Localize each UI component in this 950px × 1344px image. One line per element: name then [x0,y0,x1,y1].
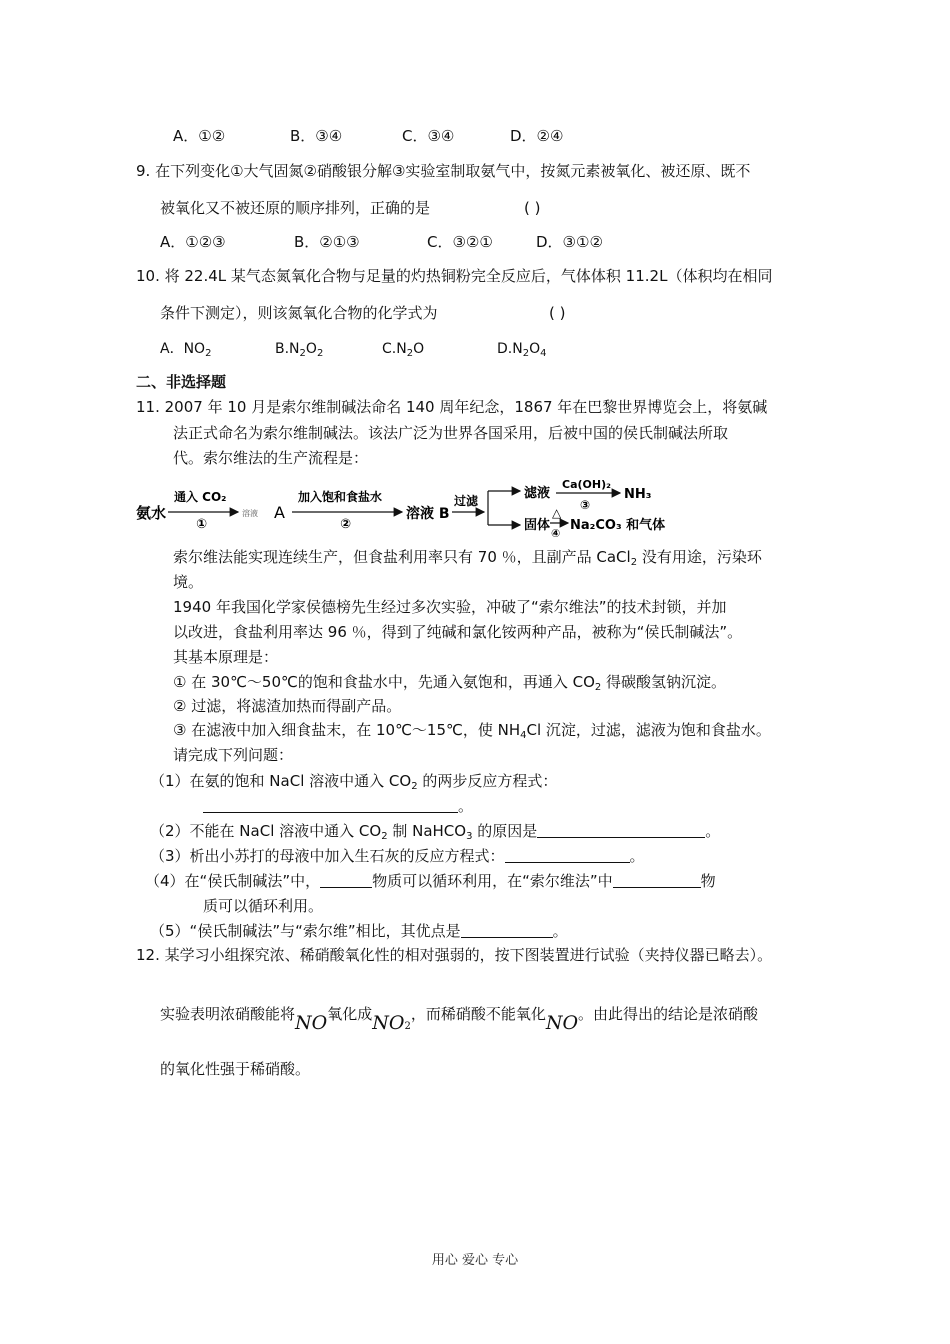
q11-sub1-answer[interactable]: 。 [203,796,473,816]
flow-node-filtrate: 滤液 [524,486,551,501]
flow-arrow1-step: ① [196,517,208,532]
answer-blank-1 [203,798,458,813]
q11-ask: 请完成下列问题： [173,746,294,764]
q9-line1: 9. 在下列变化①大气固氮②硝酸银分解③实验室制取氨气中，按氮元素被氧化、被还原、既不 [136,162,751,180]
q8-option-a: A．①② [173,127,226,145]
flow-node-solution-b: 溶液 B [406,506,450,522]
answer-blank-3[interactable] [505,848,630,863]
q12-paragraph: 实验表明浓硝酸能将NO氧化成NO2，而稀硝酸不能氧化NO。由此得出的结论是浓硝酸 [160,1005,759,1034]
flow-arrow4-label: △ [552,506,562,520]
q10-line1: 10. 将 22.4L 某气态氮氧化合物与足量的灼热铜粉完全反应后，气体体积 11.2L（体积均在相同 [136,267,773,285]
q9-line2: 被氧化又不被还原的顺序排列，正确的是 [160,199,431,217]
q11-intro-line1: 11. 2007 年 10 月是索尔维制碱法命名 140 周年纪念，1867 年在巴黎世界博览会上，将氨碱 [136,398,768,416]
q11-para2-line1: 1940 年我国化学家侯德榜先生经过多次实验，冲破了“索尔维法”的技术封锁，并加 [173,598,727,616]
q8-option-d: D．②④ [510,127,564,145]
answer-blank-2[interactable] [537,823,705,838]
q11-step1: ① 在 30℃～50℃的饱和食盐水中，先通入氨饱和，再通入 $CO_2$ 得碳酸氢钠沉淀。 [173,673,727,693]
flow-arrow2-label: 加入饱和食盐水 [298,490,383,504]
q8-option-b: B．③④ [290,127,343,145]
flow-node-solid: 固体 [524,518,551,533]
flow-node-ammonia-water: 氨水 [136,504,167,522]
q9-option-a: A．①②③ [160,233,226,251]
q11-sub3: （3）析出小苏打的母液中加入生石灰的反应方程式： 。 [150,847,645,865]
flow-arrow3-label: Ca(OH)₂ [562,478,611,491]
answer-blank-4a[interactable] [320,873,372,888]
q12-conclusion-line2: 的氧化性强于稀硝酸。 [160,1060,311,1078]
q9-option-b: B．②①③ [294,233,360,251]
q9-option-d: D．③①② [536,233,603,251]
flow-arrow2-step: ② [340,517,352,532]
flow-node-ammonia: NH₃ [624,487,652,502]
q11-sub4-cont: 质可以循环利用。 [203,897,324,915]
flow-node-a: A [274,503,285,522]
q11-intro-line3: 代。索尔维法的生产流程是： [173,449,369,467]
flow-arrow1-label: 通入 CO₂ [174,490,227,504]
flow-arrow4-step: ④ [551,527,561,538]
q9-paren: ( ) [524,199,541,217]
formula-no2: NO2 [372,1012,411,1034]
q11-sub4: （4）在“侯氏制碱法”中， 物质可以循环利用，在“索尔维法”中 物 [145,872,716,890]
q10-option-b: $B.N_2O_2$ [275,341,324,359]
q10-paren: ( ) [549,304,566,322]
q10-option-a: A．$NO_2$ [160,341,212,359]
flow-arrow3-step: ③ [580,498,591,512]
q9-option-c: C．③②① [427,233,493,251]
page-footer: 用心 爱心 专心 [431,1253,519,1268]
q11-step2: ② 过滤，将滤渣加热而得副产品。 [173,697,402,715]
flow-filter-label: 过滤 [454,494,479,508]
q11-para2-line2: 以改进，食盐利用率达 96 ％，得到了纯碱和氯化铵两种产品，被称为“侯氏制碱法”。 [173,623,743,641]
q11-sub2: （2）不能在 NaCl 溶液中通入 $CO_2$ 制 NaHCO$_3$ 的原因是 。 [150,822,721,842]
q10-option-c: $C.N_2O$ [382,341,425,359]
section-heading: 二、非选择题 [136,373,227,391]
q10-option-d: $D.N_2O_4$ [497,341,547,359]
q10-line2: 条件下测定），则该氮氧化合物的化学式为 [160,304,438,322]
flow-node-soda-and-gas: Na₂CO₃ 和气体 [570,518,666,533]
formula-no-1: NO [295,1012,328,1034]
q11-para1-line2: 境。 [173,573,204,591]
q11-para2-line3: 其基本原理是： [173,648,279,666]
flow-small-solution-label: 溶液 [242,509,258,518]
q12-line1: 12. 某学习小组探究浓、稀硝酸氧化性的相对强弱的，按下图装置进行试验（夹持仪器已略去）。 [136,946,773,964]
q11-sub5: （5）“侯氏制碱法”与“索尔维”相比，其优点是 。 [150,922,568,940]
solvay-flow-diagram [134,478,694,538]
q11-step3: ③ 在滤液中加入细食盐末，在 10℃～15℃，使 $NH_4Cl$ 沉淀，过滤，滤液为饱和食盐水。 [173,721,771,741]
q11-para1-line1: 索尔维法能实现连续生产，但食盐利用率只有 70 ％，且副产品 CaCl$_2$ 没有用途，污染环 [173,548,762,568]
q8-option-c: C．③④ [402,127,455,145]
formula-no-2: NO [545,1012,579,1034]
q11-sub1: （1）在氨的饱和 NaCl 溶液中通入 $CO_2$ 的两步反应方程式： [150,772,558,792]
q11-intro-line2: 法正式命名为索尔维制碱法。该法广泛为世界各国采用，后被中国的侯氏制碱法所取 [173,424,729,442]
answer-blank-5[interactable] [461,923,553,938]
answer-blank-4b[interactable] [613,873,701,888]
